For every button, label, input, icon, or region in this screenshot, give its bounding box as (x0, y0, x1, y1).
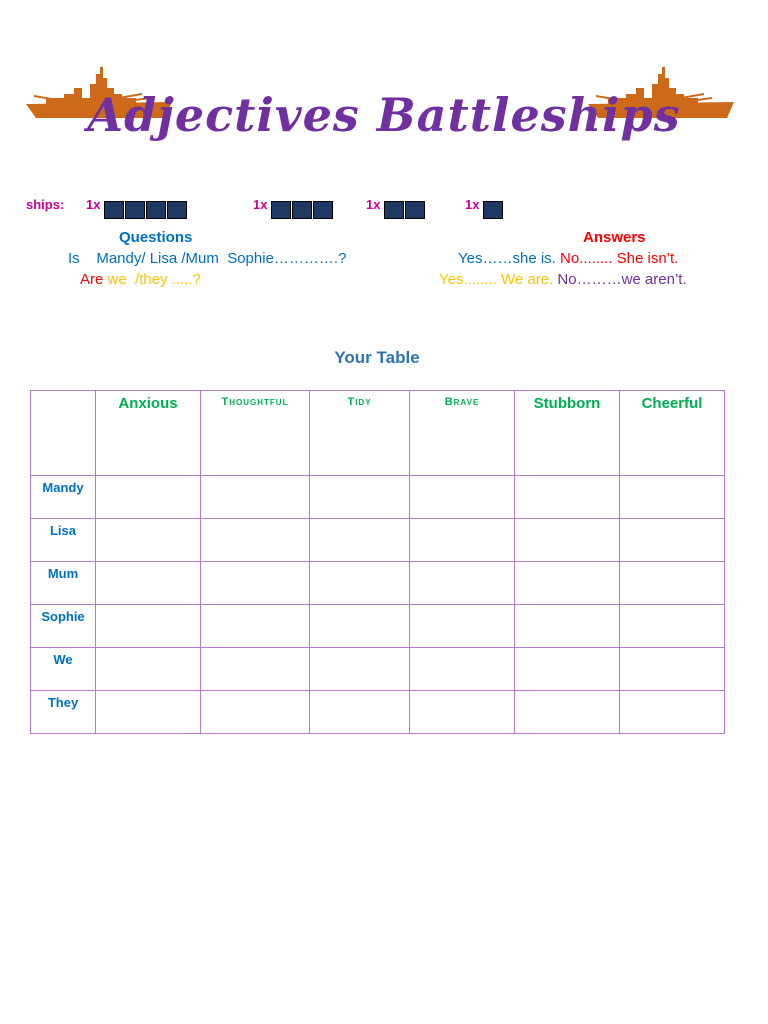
ship-count: 1x (253, 197, 268, 212)
grid-cell[interactable] (201, 562, 310, 605)
questions-heading: Questions (119, 229, 193, 246)
row-header: Mum (31, 562, 96, 605)
grid-cell[interactable] (620, 648, 725, 691)
ship-cell (405, 201, 425, 219)
grid-cell[interactable] (515, 648, 620, 691)
grid-cell[interactable] (201, 519, 310, 562)
ship-cell (146, 201, 166, 219)
grid-cell[interactable] (96, 605, 201, 648)
ships-label: ships: (26, 197, 65, 212)
table-row (31, 476, 725, 519)
table-row (31, 691, 725, 734)
table-row (31, 562, 725, 605)
battleships-grid (30, 390, 725, 734)
ship-cell (483, 201, 503, 219)
ship-cell (313, 201, 333, 219)
grid-cell[interactable] (310, 519, 410, 562)
grid-cell[interactable] (620, 519, 725, 562)
grid-cell[interactable] (620, 691, 725, 734)
grid-cell[interactable] (410, 648, 515, 691)
table-row (31, 519, 725, 562)
question-are: Are (80, 271, 108, 288)
grid-cell[interactable] (410, 562, 515, 605)
question-they: /they .....? (130, 271, 201, 288)
grid-cell[interactable] (310, 476, 410, 519)
question-we: we (107, 271, 131, 288)
ship-cell (384, 201, 404, 219)
grid-header-row (31, 391, 725, 476)
question-line-1: Is Mandy/ Lisa /Mum Sophie………….? (68, 250, 347, 267)
page-title: Adjectives Battleships (87, 88, 681, 142)
grid-cell[interactable] (201, 691, 310, 734)
grid-cell[interactable] (201, 476, 310, 519)
answer-yes-she: Yes……she is. (458, 250, 556, 267)
answer-no-we: No……… (553, 271, 622, 288)
grid-cell[interactable] (410, 605, 515, 648)
column-header-stubborn: Stubborn (515, 391, 620, 476)
grid-cell[interactable] (96, 519, 201, 562)
grid-cell[interactable] (515, 691, 620, 734)
grid-cell[interactable] (515, 605, 620, 648)
column-header-cheerful: Cheerful (620, 391, 725, 476)
table-title: Your Table (334, 348, 420, 367)
grid-cell[interactable] (310, 648, 410, 691)
ship-cell (167, 201, 187, 219)
grid-cell[interactable] (620, 476, 725, 519)
answer-yes-we: Yes........ We are. (439, 271, 554, 288)
column-header-tidy: Tidy (310, 391, 410, 476)
answer-line-1 (458, 250, 678, 267)
answer-line-2 (439, 271, 687, 288)
grid-corner-cell (31, 391, 96, 476)
grid-cell[interactable] (410, 691, 515, 734)
column-header-thoughtful: Thoughtful (201, 391, 310, 476)
ship-count: 1x (86, 197, 101, 212)
grid-cell[interactable] (201, 648, 310, 691)
ship-cell (271, 201, 291, 219)
grid-cell[interactable] (620, 562, 725, 605)
row-header: Sophie (31, 605, 96, 648)
ship-cell (125, 201, 145, 219)
table-row (31, 605, 725, 648)
ship-count: 1x (366, 197, 381, 212)
ships-legend (24, 196, 724, 222)
grid-cell[interactable] (515, 476, 620, 519)
grid-cell[interactable] (310, 562, 410, 605)
ship-count: 1x (465, 197, 480, 212)
grid-cell[interactable] (96, 648, 201, 691)
grid-cell[interactable] (96, 476, 201, 519)
ship-cell (104, 201, 124, 219)
table-row (31, 648, 725, 691)
grid-cell[interactable] (515, 562, 620, 605)
grid-cell[interactable] (410, 519, 515, 562)
row-header: Lisa (31, 519, 96, 562)
grid-cell[interactable] (96, 562, 201, 605)
grid-cell[interactable] (620, 605, 725, 648)
grid-cell[interactable] (310, 691, 410, 734)
row-header: Mandy (31, 476, 96, 519)
grid-cell[interactable] (96, 691, 201, 734)
column-header-brave: Brave (410, 391, 515, 476)
grid-cell[interactable] (201, 605, 310, 648)
answers-heading: Answers (583, 229, 646, 246)
column-header-anxious: Anxious (96, 391, 201, 476)
grid-cell[interactable] (515, 519, 620, 562)
answer-no-she: No........ She isn’t. (555, 250, 679, 267)
grid-cell[interactable] (410, 476, 515, 519)
question-line-2 (80, 271, 201, 288)
row-header: We (31, 648, 96, 691)
answer-we-arent: we aren’t. (621, 271, 687, 288)
ship-cell (292, 201, 312, 219)
grid-cell[interactable] (310, 605, 410, 648)
row-header: They (31, 691, 96, 734)
